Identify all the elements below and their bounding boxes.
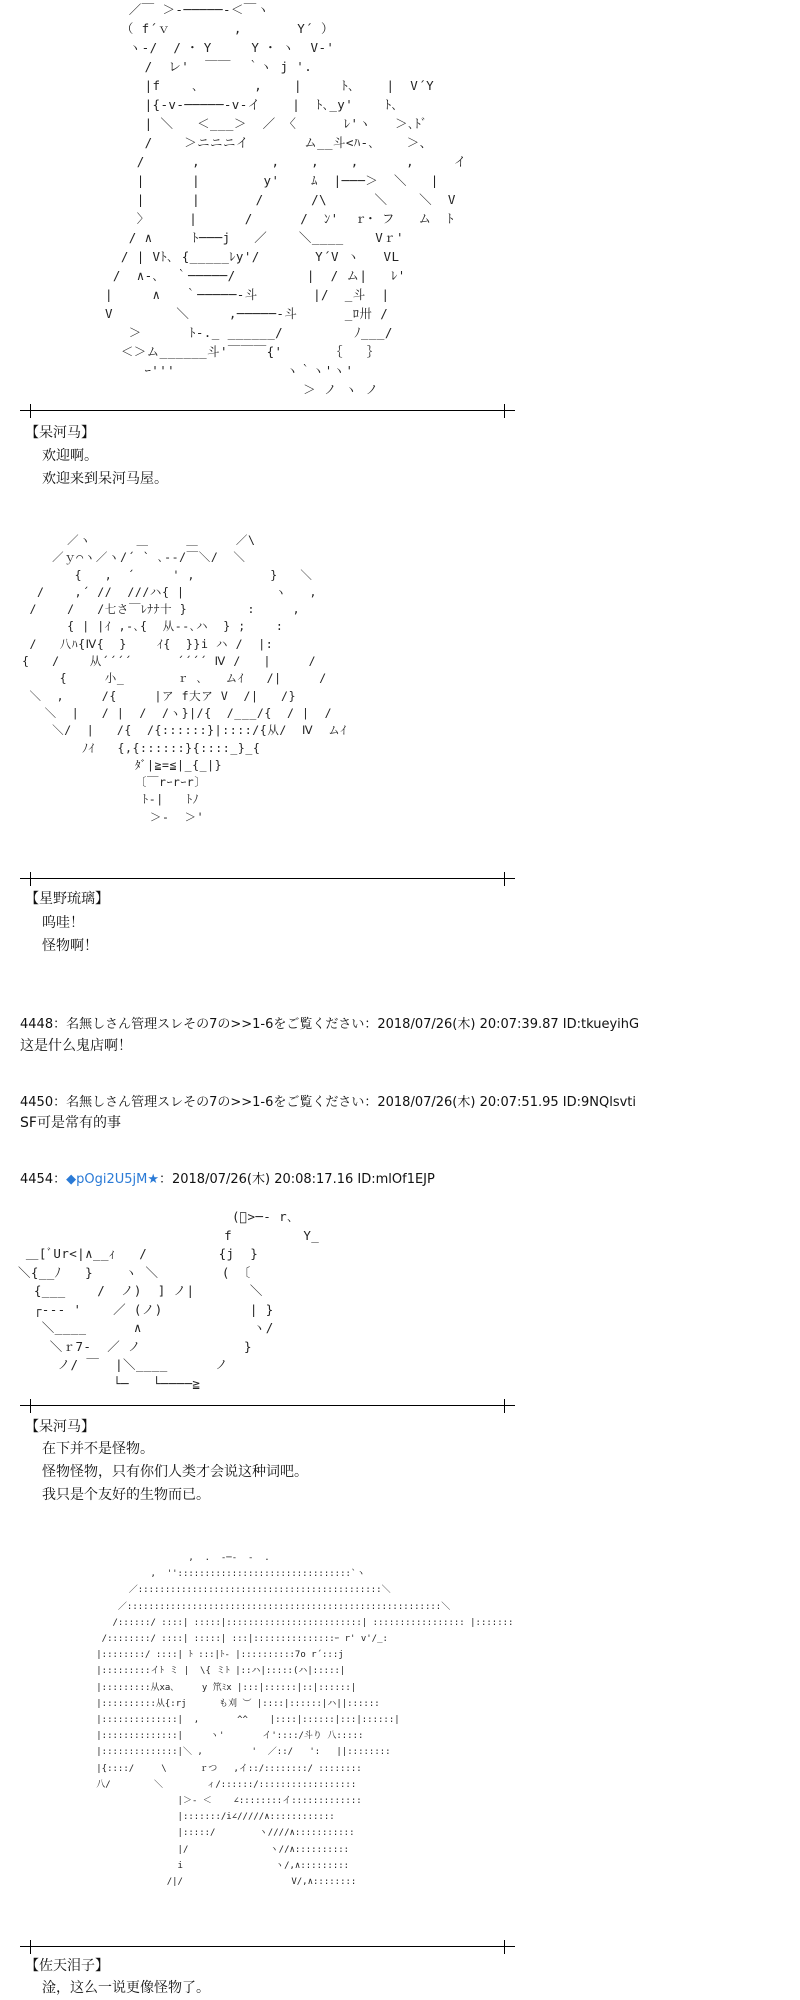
dialogue-line: 欢迎来到呆河马屋。 bbox=[42, 471, 168, 487]
divider-bar bbox=[20, 878, 515, 879]
dialogue-line: 在下并不是怪物。 bbox=[42, 1441, 154, 1457]
divider-tick bbox=[504, 1940, 505, 1954]
speaker-label: 【佐天泪子】 bbox=[25, 1958, 109, 1974]
divider-bar bbox=[20, 410, 515, 411]
dialogue-line: 呜哇！ bbox=[42, 915, 84, 931]
post-body: SF可是常有的事 bbox=[20, 1115, 121, 1131]
divider-tick bbox=[30, 404, 31, 418]
divider bbox=[20, 1946, 515, 1948]
ascii-art-hippo-small: (ﾞ>─‐ r､ f Y_ ＿[ﾞUr<|∧__ｨ / {j } ＼{__ﾉ } ヽ ＼ ( 〔 {___ / ノ) ] ノ| ＼ ┌--- ' ／ (ノ) | } ＼____ ∧ ヽ/ ＼ｒ7- ／ ノ } ノ/ ￣ |＼____ ノ └─ └────≧ bbox=[18, 1209, 320, 1391]
dialogue-line: 我只是个友好的生物而已。 bbox=[42, 1487, 210, 1503]
divider bbox=[20, 1405, 515, 1407]
divider-bar bbox=[20, 1946, 515, 1947]
speaker-label: 【呆河马】 bbox=[25, 425, 95, 441]
post-body: 这是什么鬼店啊！ bbox=[20, 1038, 132, 1054]
speaker-label: 【星野琉璃】 bbox=[25, 891, 109, 907]
post-header: 4450：名無しさん管理スレその7の>>1-6をご覧ください：2018/07/26(木) 20:07:51.95 ID:9NQlsvti bbox=[20, 1095, 637, 1110]
speaker-label: 【呆河马】 bbox=[25, 1419, 95, 1435]
ascii-art-hippo-big: ／￣ ＞-─────-＜￣ヽ （ f´ｖ , Y´ ） ヽ-/ / ･ Y Y ･ ヽ V-' / レ' ￣￣ ｀ヽ j '. |f ､ , | ﾄ､ | V´Y |{-v-─────-v-イ | ﾄ､_y' ﾄ､ | ＼ ＜___＞ ／ 〈 ﾚ'ヽ ＞､ﾄﾞ / ＞ニニニイ ム__斗<ﾊ-､ ＞、 / , , , , , イ | | y' ﾑ |───＞ ＼ | | | / /\ ＼ ＼ V 〉 | / / ﾝ' ｒ･ フ ム ﾄ / ∧ ﾄ───j ／ ＼____ Vｒ' / | Vﾄ､ {_____ﾚy'/ Y´V ヽ VL / ∧-､ ｀─────/ | / ム| ﾚ' | ∧ ｀─────-斗 |/ _斗 | V ＼ ,─────-斗 _ﾛ卅 / ＞ ﾄ-._ ______/ ﾉ___/ ＜＞ム______斗'￣￣￣{' ｛ ｝ ｰ''' ヽ｀ヽ'ヽ' ＞ ノ ヽ ノ bbox=[105, 2, 467, 397]
divider-bar bbox=[20, 1405, 515, 1406]
post-number: 4454： bbox=[20, 1172, 67, 1187]
divider-tick bbox=[504, 1399, 505, 1413]
dialogue-line: 欢迎啊。 bbox=[42, 448, 98, 464]
ascii-art-saten: , . -─‐ - . , ''::::::::::::::::::::::::::::::::`ヽ ／:::::::::::::::::::::::::::::::::::::::::::::＼ ／::::::::::::::::::::::::::::::::::::::::::::::::::::::::::＼ /::::::/ ::::| :::::|:::::::::::::::::::::::::| ::::::::::::::::: |::::::: /::::::::/ ::::| :::::| :::|:::::::::::::::ｰ r' v'/_: |::::::::/ ::::| ﾄ :::|ﾄ- |::::::::::7o r´:::j |:::::::::イﾄ ミ | \{ ミﾄ |::ハ|:::::(ハ|:::::| |:::::::::从xa､ y 笊ﾐx |:::|::::::|::|::::::| |::::::::::从{:rj も刈 ︶ |::::|::::::|ハ||:::::: |::::::::::::::| , ^^ |::::|::::::|:::|::::::| |::::::::::::::| ヽ' イ'::::/斗り 八::::: |::::::::::::::|＼ , ' ／::/ ': ||:::::::: |{::::/ \ ｒつ ,イ::/::::::::/ :::::::: 八/ ＼ ィ/::::::/:::::::::::::::::: |＞- ＜ ∠::::::::イ::::::::::::: |:::::::/i∠/////∧:::::::::::: |:::::/ ヽ////∧::::::::::: |/ ヽ//∧:::::::::: i ヽ/,∧::::::::: /|/ V/,∧:::::::: bbox=[96, 1553, 514, 1888]
divider bbox=[20, 878, 515, 880]
ascii-art-ruri-creature: ／ヽ ＿ ＿ ／\ ／ｙ⌒ヽ／ヽ/´ ` ､--/￣＼/ ＼ { , ´ ' , } ＼ / ,´ // ///ハ{ | ヽ , / / /七さ￣ﾚﾅﾅ十 } : , { | |ｲ ,-､{ 从--､ハ } ; : / 八ﾊ{Ⅳ{ } ｲ{ }}i ハ / |: { / 从´´´´ ´´´´ Ⅳ / | / { 小_ ｒ ､ ムｲ /| / ＼ , /{ |ア f大ア V /| /} ＼ | / | / /ヽ}|/{ /___/{ / | / ＼/ | /{ /{::::::}|::::/{从/ Ⅳ ムｲ ﾉｲ {,{::::::}{::::_}_{ ﾀﾞ|≧=≦|_{_|} 〔￣rｰrｰr〕 ﾄ-| ﾄﾉ ＞- ＞' bbox=[22, 533, 347, 824]
post-header: 4448：名無しさん管理スレその7の>>1-6をご覧ください：2018/07/26(木) 20:07:39.87 ID:tkueyihG bbox=[20, 1017, 640, 1032]
divider-tick bbox=[504, 872, 505, 886]
author-trip-link[interactable]: ◆pOgi2U5jM bbox=[66, 1172, 148, 1187]
post-meta: ：2018/07/26(木) 20:08:17.16 ID:mlOf1EJP bbox=[158, 1172, 435, 1187]
dialogue-line: 淦，这么一说更像怪物了。 bbox=[42, 1980, 210, 1996]
divider-tick bbox=[30, 1399, 31, 1413]
author-post-header bbox=[20, 1168, 435, 1187]
divider bbox=[20, 410, 515, 412]
dialogue-line: 怪物啊！ bbox=[42, 938, 98, 954]
dialogue-line: 怪物怪物，只有你们人类才会说这种词吧。 bbox=[42, 1464, 308, 1480]
divider-tick bbox=[504, 404, 505, 418]
divider-tick bbox=[30, 1940, 31, 1954]
divider-tick bbox=[30, 872, 31, 886]
star-icon: ★ bbox=[147, 1172, 159, 1187]
